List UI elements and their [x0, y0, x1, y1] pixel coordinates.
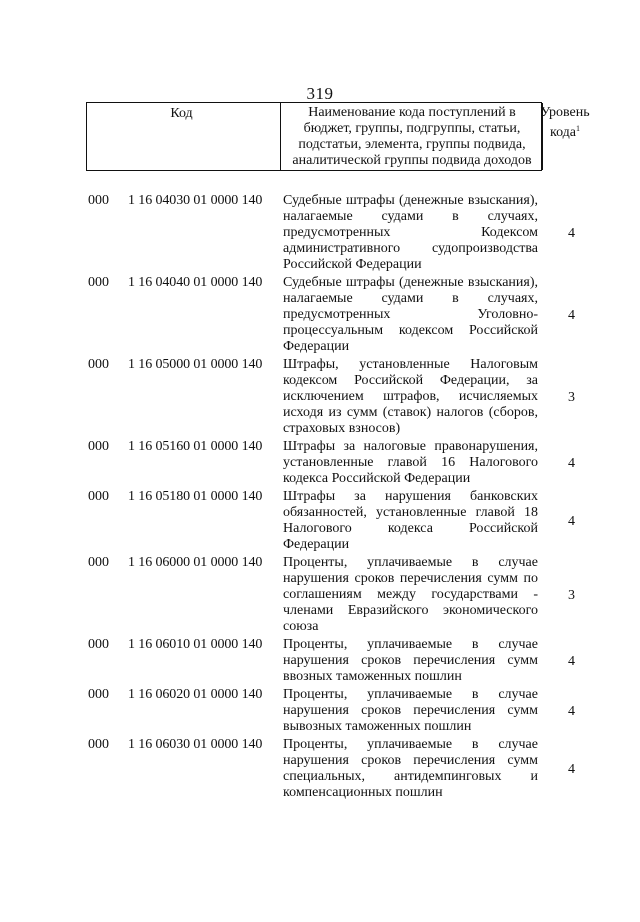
header-level [540, 105, 590, 141]
header-name-line: подстатьи, элемента, группы подвида, [298, 137, 526, 152]
row-code: 1 16 04030 01 0000 140 [128, 193, 263, 208]
header-name-line: бюджет, группы, подгруппы, статьи, [303, 121, 521, 136]
header-level-text: кода [549, 125, 577, 140]
row-code: 1 16 06020 01 0000 140 [128, 687, 263, 702]
table-header [86, 102, 590, 171]
row-level: 4 [568, 455, 575, 471]
header-level-line: Уровень [540, 105, 590, 120]
row-name: Проценты, уплачиваемые в случае нарушения сроков перечисления сумм ввозных таможенных пошлин [283, 637, 538, 684]
row-prefix: 000 [88, 555, 109, 570]
table-row [0, 489, 640, 553]
page-number: 319 [306, 84, 334, 103]
row-code: 1 16 06010 01 0000 140 [128, 637, 263, 652]
row-code: 1 16 05180 01 0000 140 [128, 489, 263, 504]
row-code: 1 16 06030 01 0000 140 [128, 737, 263, 752]
row-name: Судебные штрафы (денежные взыскания), налагаемые судами в случаях, предусмотренных Кодексом административного судопроизводства Российской Федерации [283, 193, 538, 272]
row-prefix: 000 [88, 489, 109, 504]
row-code: 1 16 04040 01 0000 140 [128, 275, 263, 290]
row-code: 1 16 06000 01 0000 140 [128, 555, 263, 570]
header-level-line [540, 121, 590, 141]
header-name [283, 105, 541, 169]
row-name: Судебные штрафы (денежные взыскания), налагаемые судами в случаях, предусмотренных Уголовно-процессуальным кодексом Российской Федерации [283, 275, 538, 354]
row-name: Проценты, уплачиваемые в случае нарушения сроков перечисления сумм по соглашениям между государствами - членами Евразийского экономического союза [283, 555, 538, 634]
row-level: 4 [568, 761, 575, 777]
header-name-line: Наименование кода поступлений в [308, 105, 516, 120]
table-row [0, 193, 640, 273]
header-name-line: аналитической группы подвида доходов [292, 153, 532, 168]
row-name: Штрафы, установленные Налоговым кодексом Российской Федерации, за исключением штрафов, исчисляемых исходя из сумм (ставок) налогов (сборов, страховых взносов) [283, 357, 538, 436]
table-body [0, 193, 640, 803]
row-prefix: 000 [88, 439, 109, 454]
footnote-marker: 1 [576, 124, 581, 133]
row-level: 4 [568, 653, 575, 669]
row-code: 1 16 05000 01 0000 140 [128, 357, 263, 372]
table-row [0, 637, 640, 685]
row-name: Проценты, уплачиваемые в случае нарушения сроков перечисления сумм специальных, антидемпинговых и компенсационных пошлин [283, 737, 538, 800]
row-prefix: 000 [88, 687, 109, 702]
row-prefix: 000 [88, 357, 109, 372]
table-row [0, 687, 640, 735]
row-level: 4 [568, 703, 575, 719]
table-row [0, 737, 640, 801]
row-prefix: 000 [88, 275, 109, 290]
table-row [0, 555, 640, 635]
table-row [0, 357, 640, 437]
row-level: 4 [568, 307, 575, 323]
table-row [0, 275, 640, 355]
header-divider [280, 103, 281, 170]
row-level: 4 [568, 225, 575, 241]
row-level: 3 [568, 587, 575, 603]
row-code: 1 16 05160 01 0000 140 [128, 439, 263, 454]
row-level: 3 [568, 389, 575, 405]
row-level: 4 [568, 513, 575, 529]
row-prefix: 000 [88, 193, 109, 208]
row-prefix: 000 [88, 737, 109, 752]
row-name: Штрафы за налоговые правонарушения, установленные главой 16 Налогового кодекса Российской Федерации [283, 439, 538, 486]
header-code: Код [170, 106, 193, 121]
row-name: Проценты, уплачиваемые в случае нарушения сроков перечисления сумм вывозных таможенных пошлин [283, 687, 538, 734]
row-prefix: 000 [88, 637, 109, 652]
table-row [0, 439, 640, 487]
row-name: Штрафы за нарушения банковских обязанностей, установленные главой 18 Налогового кодекса Российской Федерации [283, 489, 538, 552]
